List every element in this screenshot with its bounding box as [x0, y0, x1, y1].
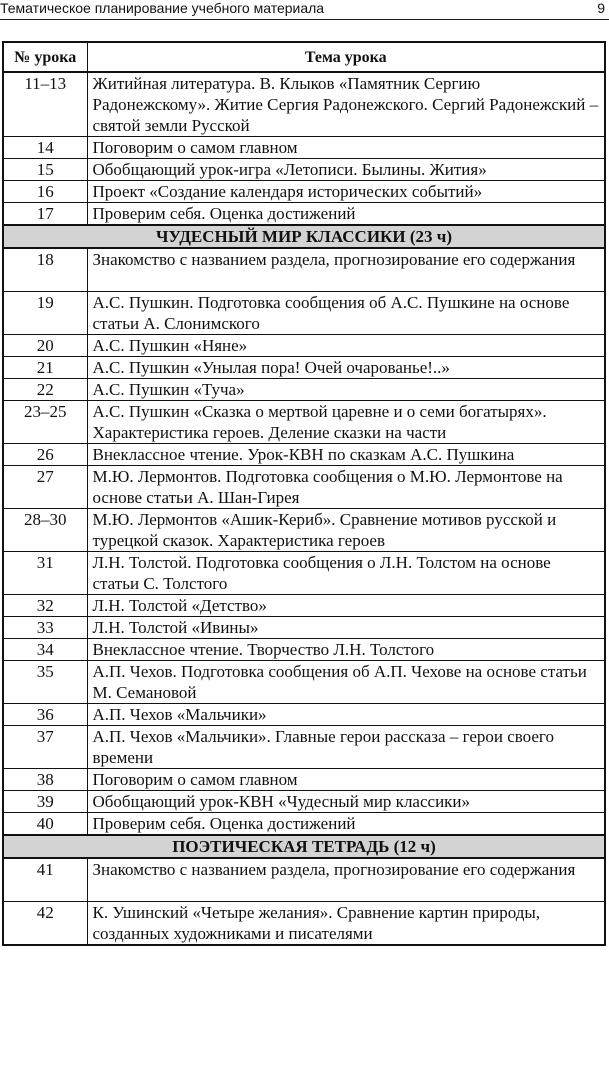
- lesson-number-cell: 26: [3, 444, 87, 466]
- table-row: [3, 813, 605, 836]
- table-row: [3, 159, 605, 181]
- lesson-number-cell: 38: [3, 769, 87, 791]
- table-row: [3, 181, 605, 203]
- section-heading-row: [3, 225, 605, 248]
- lesson-number-cell: 36: [3, 704, 87, 726]
- table-row: [3, 379, 605, 401]
- table-row: [3, 357, 605, 379]
- lesson-topic-cell: Внеклассное чтение. Творчество Л.Н. Толстого: [87, 639, 605, 661]
- table-row: [3, 902, 605, 946]
- lesson-topic-cell: Л.Н. Толстой «Ивины»: [87, 617, 605, 639]
- table-row: [3, 858, 605, 902]
- lesson-number-cell: 20: [3, 335, 87, 357]
- lesson-topic-cell: А.П. Чехов «Мальчики»: [87, 704, 605, 726]
- lesson-topic-cell: М.Ю. Лермонтов. Подготовка сообщения о М.Ю. Лермонтове на основе статьи А. Шан-Гирея: [87, 466, 605, 509]
- table-row: [3, 552, 605, 595]
- lesson-topic-cell: Проект «Создание календаря исторических событий»: [87, 181, 605, 203]
- table-row: [3, 444, 605, 466]
- lesson-topic-cell: Проверим себя. Оценка достижений: [87, 813, 605, 836]
- lesson-number-cell: 31: [3, 552, 87, 595]
- lesson-number-cell: 16: [3, 181, 87, 203]
- lesson-topic-cell: Поговорим о самом главном: [87, 769, 605, 791]
- lesson-topic-cell: А.С. Пушкин «Унылая пора! Очей очарованье!..»: [87, 357, 605, 379]
- lesson-topic-cell: А.П. Чехов. Подготовка сообщения об А.П. Чехове на основе статьи М. Семановой: [87, 661, 605, 704]
- lesson-number-cell: 42: [3, 902, 87, 946]
- lesson-number-cell: 17: [3, 203, 87, 226]
- table-row: [3, 72, 605, 137]
- table-row: [3, 726, 605, 769]
- page-number: 9: [597, 0, 605, 16]
- section-heading: ПОЭТИЧЕСКАЯ ТЕТРАДЬ (12 ч): [3, 835, 605, 858]
- lesson-number-cell: 34: [3, 639, 87, 661]
- lesson-number-cell: 37: [3, 726, 87, 769]
- table-row: [3, 401, 605, 444]
- table-row: [3, 595, 605, 617]
- table-row: [3, 704, 605, 726]
- table-row: [3, 137, 605, 159]
- lesson-number-cell: 35: [3, 661, 87, 704]
- table-row: [3, 639, 605, 661]
- table-row: [3, 661, 605, 704]
- lesson-number-cell: 28–30: [3, 509, 87, 552]
- column-header-lesson-number: № урока: [3, 42, 87, 72]
- lesson-number-cell: 39: [3, 791, 87, 813]
- lesson-number-cell: 14: [3, 137, 87, 159]
- section-heading: ЧУДЕСНЫЙ МИР КЛАССИКИ (23 ч): [3, 225, 605, 248]
- lesson-topic-cell: А.С. Пушкин «Сказка о мертвой царевне и о семи богатырях». Характеристика героев. Деление сказки на части: [87, 401, 605, 444]
- page-header: [0, 0, 609, 20]
- lesson-number-cell: 18: [3, 248, 87, 292]
- lesson-number-cell: 41: [3, 858, 87, 902]
- lesson-plan-table: [2, 41, 606, 946]
- lesson-topic-cell: Житийная литература. В. Клыков «Памятник Сергию Радонежскому». Житие Сергия Радонежского. Сергий Радонежский – святой земли Русской: [87, 72, 605, 137]
- lesson-topic-cell: Л.Н. Толстой. Подготовка сообщения о Л.Н. Толстом на основе статьи С. Толстого: [87, 552, 605, 595]
- table-row: [3, 466, 605, 509]
- table-row: [3, 769, 605, 791]
- column-header-lesson-topic: Тема урока: [87, 42, 605, 72]
- table-header-row: [3, 42, 605, 72]
- lesson-topic-cell: А.С. Пушкин «Туча»: [87, 379, 605, 401]
- table-row: [3, 509, 605, 552]
- lesson-topic-cell: Проверим себя. Оценка достижений: [87, 203, 605, 226]
- lesson-number-cell: 21: [3, 357, 87, 379]
- lesson-topic-cell: Знакомство с названием раздела, прогнозирование его содержания: [87, 858, 605, 902]
- lesson-topic-cell: Л.Н. Толстой «Детство»: [87, 595, 605, 617]
- lesson-topic-cell: Обобщающий урок-КВН «Чудесный мир классики»: [87, 791, 605, 813]
- lesson-topic-cell: Поговорим о самом главном: [87, 137, 605, 159]
- lesson-number-cell: 15: [3, 159, 87, 181]
- lesson-topic-cell: А.С. Пушкин. Подготовка сообщения об А.С. Пушкине на основе статьи А. Слонимского: [87, 292, 605, 335]
- lesson-topic-cell: Знакомство с названием раздела, прогнозирование его содержания: [87, 248, 605, 292]
- lesson-number-cell: 27: [3, 466, 87, 509]
- lesson-number-cell: 22: [3, 379, 87, 401]
- lesson-number-cell: 19: [3, 292, 87, 335]
- lesson-topic-cell: М.Ю. Лермонтов «Ашик-Кериб». Сравнение мотивов русской и турецкой сказок. Характеристика героев: [87, 509, 605, 552]
- lesson-topic-cell: А.С. Пушкин «Няне»: [87, 335, 605, 357]
- table-row: [3, 292, 605, 335]
- table-row: [3, 203, 605, 226]
- lesson-topic-cell: А.П. Чехов «Мальчики». Главные герои рассказа – герои своего времени: [87, 726, 605, 769]
- table-row: [3, 248, 605, 292]
- running-title: Тематическое планирование учебного материала: [0, 0, 325, 16]
- lesson-number-cell: 40: [3, 813, 87, 836]
- lesson-topic-cell: Обобщающий урок-игра «Летописи. Былины. Жития»: [87, 159, 605, 181]
- lesson-topic-cell: Внеклассное чтение. Урок-КВН по сказкам А.С. Пушкина: [87, 444, 605, 466]
- section-heading-row: [3, 835, 605, 858]
- table-row: [3, 335, 605, 357]
- lesson-number-cell: 32: [3, 595, 87, 617]
- table-row: [3, 791, 605, 813]
- table-row: [3, 617, 605, 639]
- lesson-topic-cell: К. Ушинский «Четыре желания». Сравнение картин природы, созданных художниками и писателями: [87, 902, 605, 946]
- lesson-number-cell: 33: [3, 617, 87, 639]
- lesson-number-cell: 23–25: [3, 401, 87, 444]
- lesson-number-cell: 11–13: [3, 72, 87, 137]
